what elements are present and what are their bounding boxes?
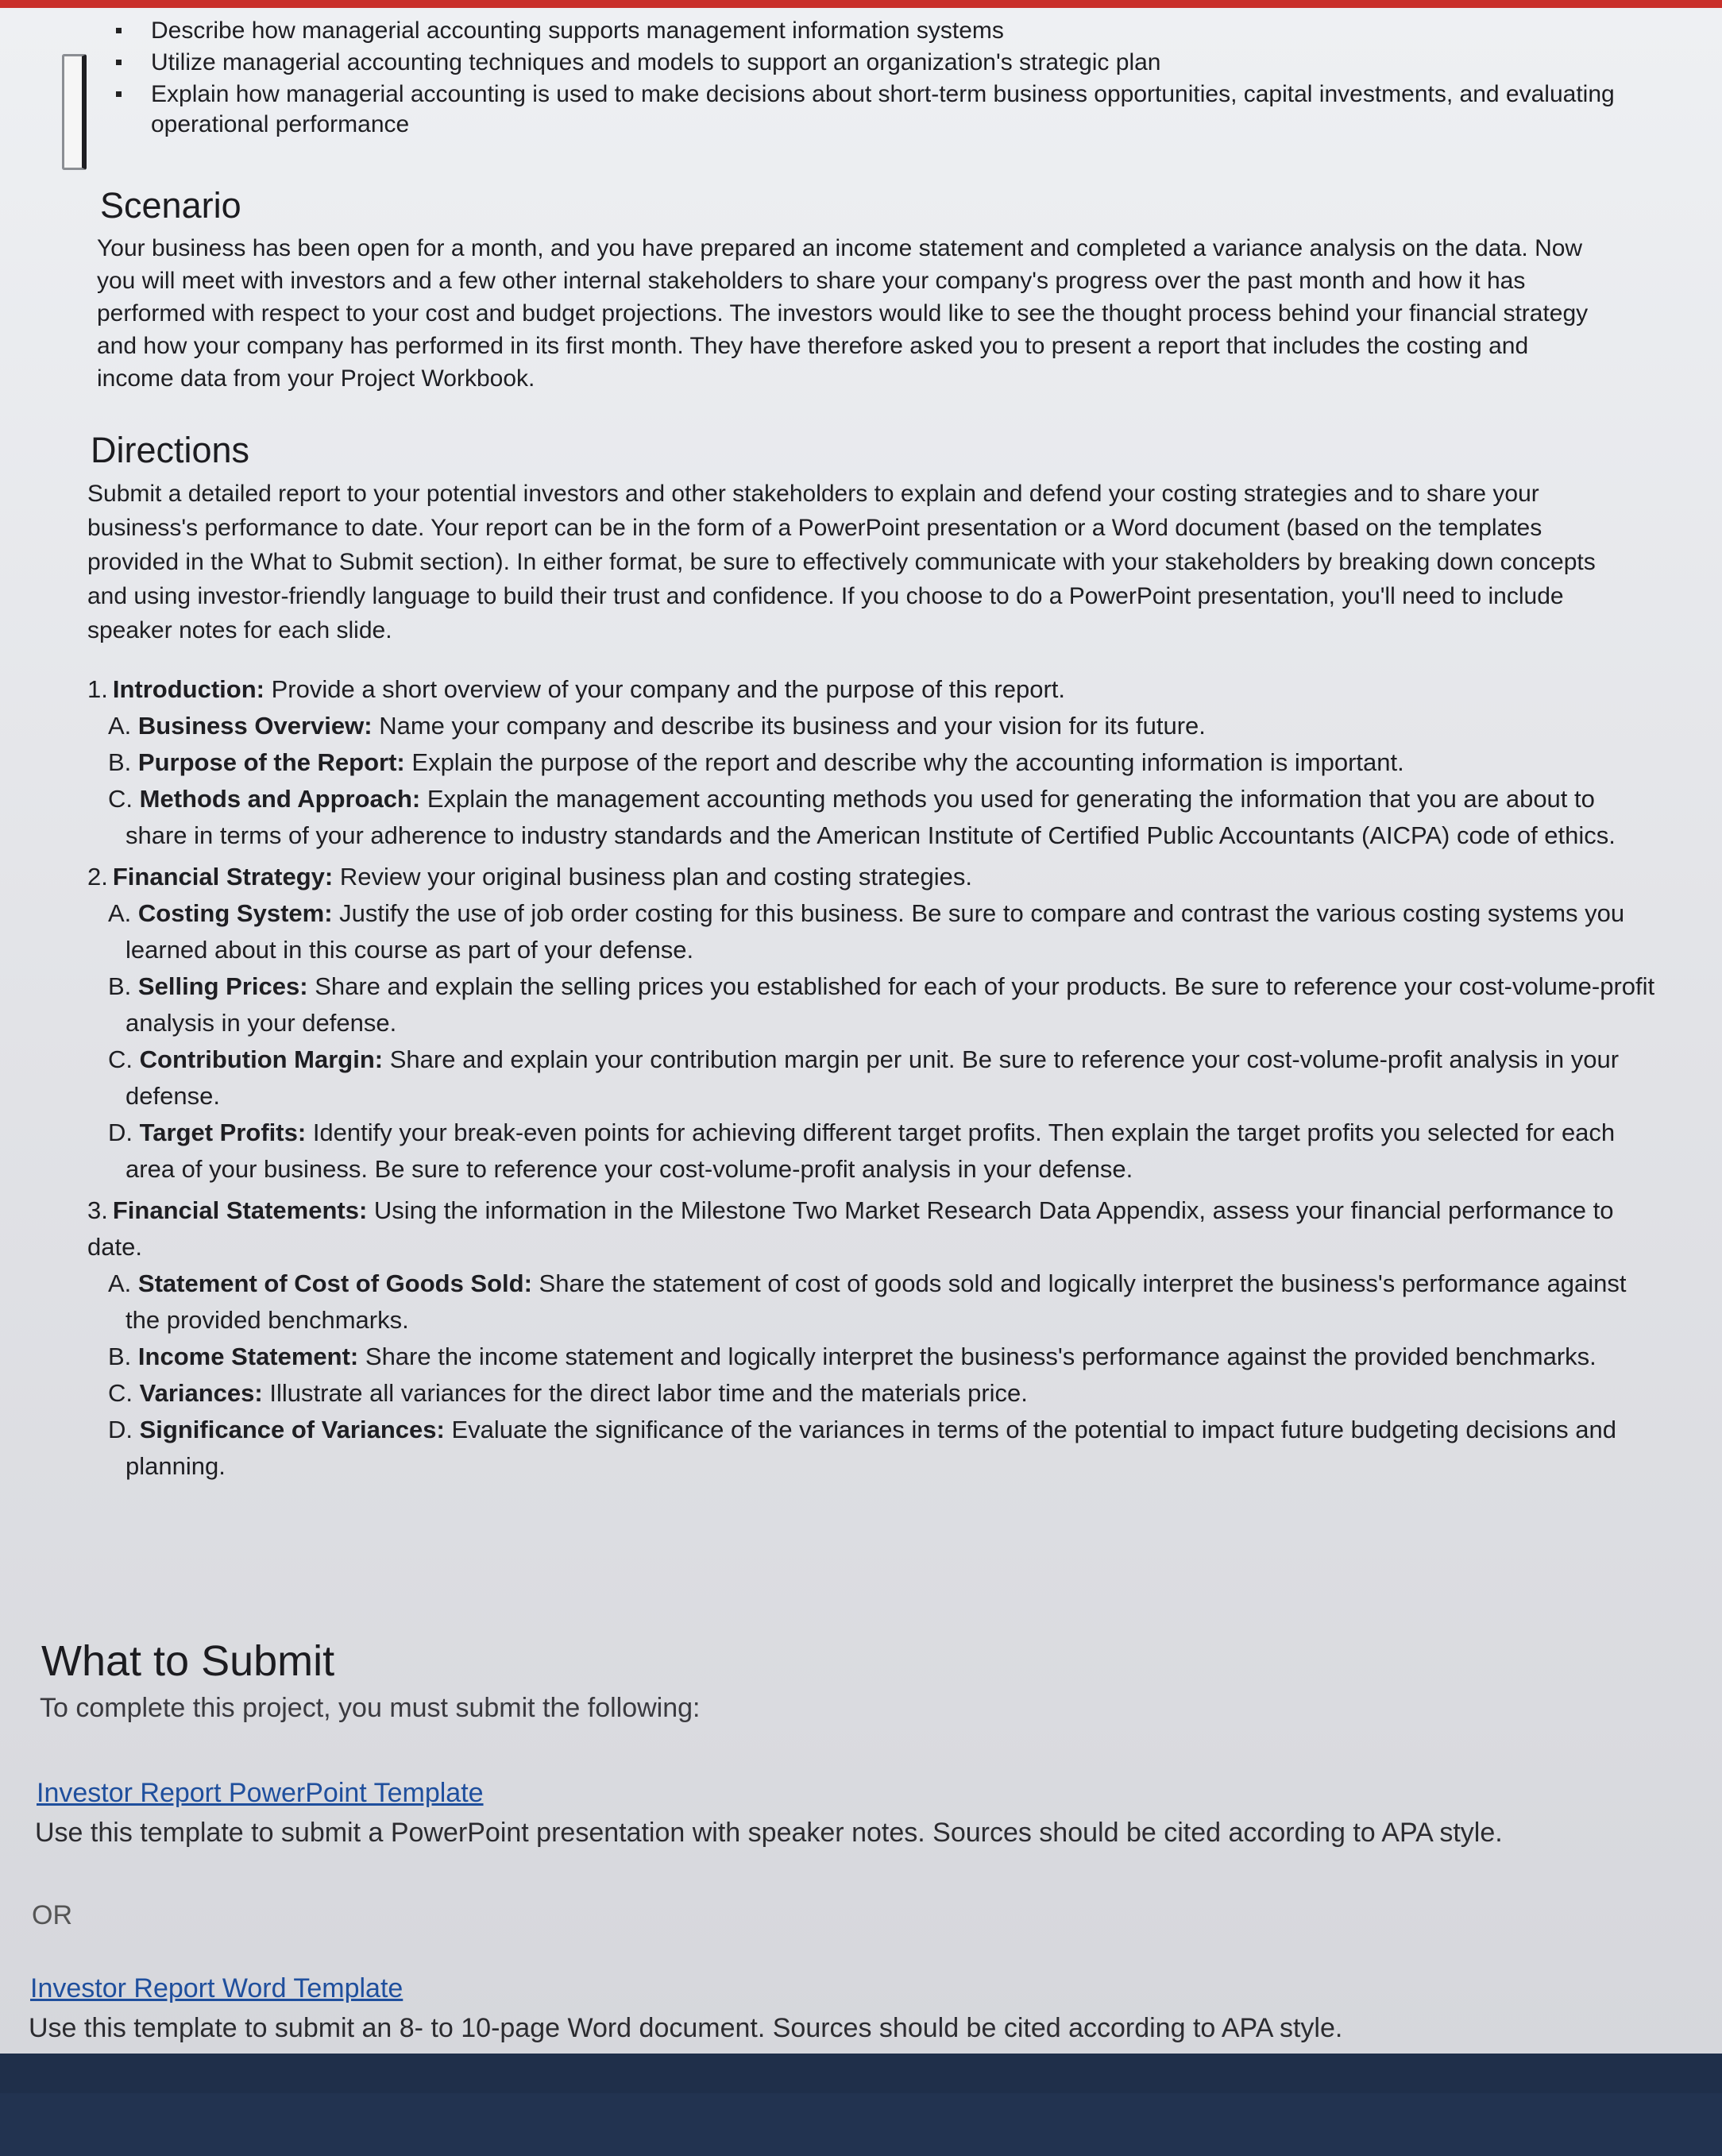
- sub-item: B. Purpose of the Report: Explain the purpose of the report and describe why the accounting information is important.: [108, 748, 1404, 776]
- sub-item: D. Target Profits: Identify your break-even points for achieving different target profits. Then explain the target profits you selected for each area of your business. Be sure to reference your cost-volume-profit analysis in your defense.: [108, 1119, 1616, 1183]
- sub-item: C. Contribution Margin: Share and explain your contribution margin per unit. Be sure to reference your cost-volume-profit analysis in your defense.: [108, 1045, 1620, 1110]
- list-item: 1. Introduction: Provide a short overview of your company and the purpose of this report.: [87, 675, 1066, 703]
- bottom-navigation-bar: [0, 2054, 1722, 2156]
- objective-item: Utilize managerial accounting techniques and models to support an organization's strategic plan: [111, 48, 1620, 78]
- word-template-link[interactable]: Investor Report Word Template: [30, 1973, 403, 2003]
- sub-item: A. Costing System: Justify the use of job order costing for this business. Be sure to compare and contrast the various costing systems you learned about in this course as part of your defense.: [108, 899, 1625, 964]
- item-title: Introduction:: [112, 675, 264, 703]
- sub-item: B. Income Statement: Share the income statement and logically interpret the business's performance against the provided benchmarks.: [108, 1343, 1597, 1370]
- list-item: 2. Financial Strategy: Review your original business plan and costing strategies.: [87, 863, 972, 891]
- objective-item: Describe how managerial accounting supports management information systems: [111, 16, 1620, 46]
- collapse-handle-icon[interactable]: [62, 54, 87, 170]
- content-page: [0, 8, 1722, 2054]
- sub-item: A. Statement of Cost of Goods Sold: Share the statement of cost of goods sold and logically interpret the business's performance against the provided benchmarks.: [108, 1269, 1627, 1334]
- submit-intro: To complete this project, you must submit the following:: [40, 1693, 701, 1723]
- or-separator: OR: [32, 1900, 72, 1930]
- item-text: Using the information in the Milestone Two Market Research Data Appendix, assess your financial performance to date.: [87, 1196, 1614, 1261]
- sub-item: C. Methods and Approach: Explain the management accounting methods you used for generating the information that you are about to share in terms of your adherence to industry standards and the American Institute of Certified Public Accountants (AICPA) code of ethics.: [108, 785, 1616, 849]
- item-text: Review your original business plan and costing strategies.: [339, 863, 972, 891]
- top-accent-bar: [0, 0, 1722, 8]
- directions-list: [87, 671, 1660, 1485]
- scenario-text: Your business has been open for a month, and you have prepared an income statement and completed a variance analysis on the data. Now you will meet with investors and a few other internal stakeholders to share your company's progress over the past month and how it has performed with respect to your cost and budget projections. The investors would like to see the thought process behind your financial strategy and how your company has performed in its first month. They have therefore asked you to present a report that includes the costing and income data from your Project Workbook.: [97, 235, 1589, 392]
- word-template-description: Use this template to submit an 8- to 10-page Word document. Sources should be cited according to APA style.: [29, 2013, 1343, 2043]
- sub-item: B. Selling Prices: Share and explain the selling prices you established for each of your products. Be sure to reference your cost-volume-profit analysis in your defense.: [108, 972, 1655, 1037]
- directions-heading: Directions: [91, 430, 250, 470]
- list-item: 3. Financial Statements: Using the information in the Milestone Two Market Research Data Appendix, assess your financial performance to date.: [87, 1196, 1614, 1261]
- powerpoint-template-link[interactable]: Investor Report PowerPoint Template: [37, 1778, 484, 1808]
- objective-item: Explain how managerial accounting is used to make decisions about short-term business opportunities, capital investments, and evaluating operational performance: [111, 79, 1620, 140]
- item-title: Financial Statements:: [112, 1196, 368, 1224]
- powerpoint-template-description: Use this template to submit a PowerPoint presentation with speaker notes. Sources should be cited according to APA style.: [35, 1818, 1503, 1848]
- objectives-list: [111, 16, 1620, 141]
- sub-item: C. Variances: Illustrate all variances for the direct labor time and the materials price.: [108, 1379, 1028, 1407]
- directions-text: Submit a detailed report to your potential investors and other stakeholders to explain and defend your costing strategies and to share your business's performance to date. Your report can be in the form of a PowerPoint presentation or a Word document (based on the templates provided in the What to Submit section). In either format, be sure to effectively communicate with your stakeholders by breaking down concepts and using investor-friendly language to build their trust and confidence. If you choose to do a PowerPoint presentation, you'll need to include speaker notes for each slide.: [87, 481, 1596, 643]
- what-to-submit-heading: What to Submit: [41, 1637, 335, 1685]
- item-text: Provide a short overview of your company and the purpose of this report.: [271, 675, 1066, 703]
- item-title: Financial Strategy:: [112, 863, 334, 891]
- scenario-heading: Scenario: [100, 185, 241, 226]
- sub-item: D. Significance of Variances: Evaluate the significance of the variances in terms of the potential to impact future budgeting decisions and planning.: [108, 1416, 1616, 1480]
- sub-item: A. Business Overview: Name your company and describe its business and your vision for its future.: [108, 712, 1206, 740]
